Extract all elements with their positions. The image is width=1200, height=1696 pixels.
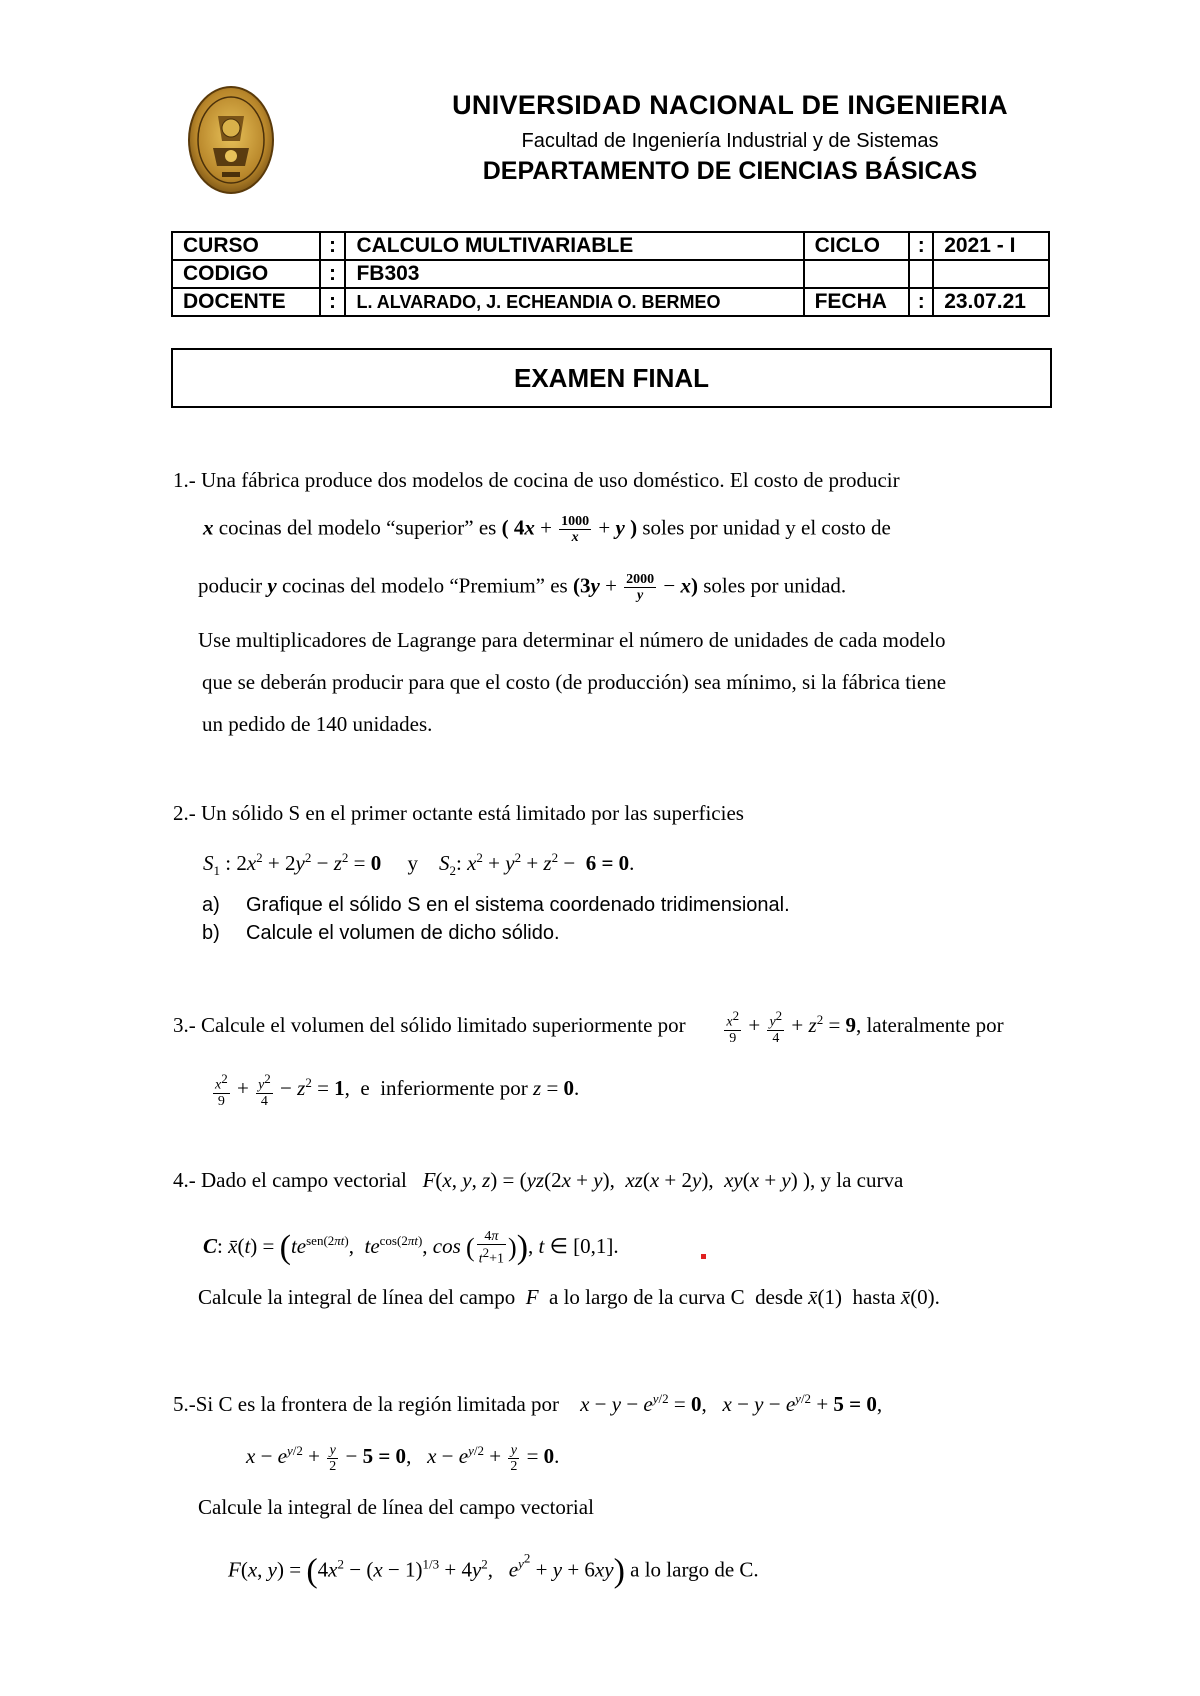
q5-line1: 5.-Si C es la frontera de la región limitada por $x - y - e^{y/2} = 0$, $x - y - e^{y/2} + 5 = 0$, [173, 1391, 883, 1416]
empty-cell [933, 260, 1049, 288]
q4-line3: Calcule la integral de línea del campo F a lo largo de la curva C desde x̄(1) hasta x̄(0). [198, 1285, 940, 1309]
q5-tail: a lo largo de C. [630, 1557, 759, 1582]
q5-line3: Calcule la integral de línea del campo vectorial [198, 1495, 594, 1519]
q2-a-text: Grafique el sólido S en el sistema coordenado tridimensional. [246, 894, 790, 916]
q4-text-2: Calcule la integral de línea del campo [198, 1285, 516, 1309]
ciclo-label: CICLO [804, 232, 910, 260]
codigo-value: FB303 [345, 260, 803, 288]
colon: : [909, 232, 933, 260]
empty-cell [804, 260, 910, 288]
q4-curve: C: x̄(t) = ($te^{sen(2\pi t)}$, $te^{cos(2\pi t)}$, cos ( $\frac{4\pi}{t^2+1}$ )), t ∈ [0,1]. [203, 1229, 619, 1268]
department-name: DEPARTAMENTO DE CIENCIAS BÁSICAS [482, 157, 978, 185]
q2-a-label: a) [202, 894, 220, 916]
q2-b-label: b) [202, 922, 220, 944]
q4-line1: 4.- Dado el campo vectorial F(x, y, z) = (yz(2x + y), xz(x + 2y), xy(x + y) ), y la curva [173, 1168, 904, 1192]
q1-line6: un pedido de 140 unidades. [202, 712, 433, 736]
course-info-table [171, 231, 1050, 317]
q5-field: F(x, $y) = (4x^2 - (x - 1)^{1/3} + 4y^2$, $e^{y^2} + y + 6xy$) a lo largo de C. [228, 1551, 759, 1590]
q2-surfaces: $S_1$ : $2x^2 + 2y^2 - z^2 = 0$ y $S_2$: $x^2 + y^2 + z^2 - 6 = 0$. [203, 850, 635, 879]
colon: : [320, 232, 346, 260]
red-mark [701, 1254, 706, 1259]
empty-cell [909, 260, 933, 288]
table-row [172, 288, 1049, 316]
university-seal-logo [188, 86, 274, 194]
q2-b-text: Calcule el volumen de dicho sólido. [246, 922, 560, 944]
university-name: UNIVERSIDAD NACIONAL DE INGENIERIA [452, 90, 1008, 120]
colon: : [320, 288, 346, 316]
colon: : [909, 288, 933, 316]
fecha-value: 23.07.21 [933, 288, 1049, 316]
table-row [172, 260, 1049, 288]
curso-value: CALCULO MULTIVARIABLE [345, 232, 803, 260]
q3-text: 3.- Calcule el volumen del sólido limitado superiormente por [173, 1013, 686, 1037]
docente-value: L. ALVARADO, J. ECHEANDIA O. BERMEO [345, 288, 803, 316]
q1-line3: poducir y cocinas del modelo “Premium” es (3y + $\frac{2000}{y}$ − x) soles por unidad. [198, 572, 847, 603]
q4-text: 4.- Dado el campo vectorial [173, 1168, 407, 1192]
q5-text: 5.-Si C es la frontera de la región limitada por [173, 1392, 560, 1416]
q3-line1: 3.- Calcule el volumen del sólido limitado superiormente por $\frac{x^2}{9}$ + $\frac{y^2}{4}$ + $z^2 = 9$, lateralmente por [173, 1008, 1004, 1047]
codigo-label: CODIGO [172, 260, 320, 288]
exam-title: EXAMEN FINAL [514, 363, 709, 393]
ciclo-value: 2021 - I [933, 232, 1049, 260]
q1-line4: Use multiplicadores de Lagrange para determinar el número de unidades de cada modelo [198, 628, 946, 652]
faculty-name: Facultad de Ingeniería Industrial y de Sistemas [521, 130, 939, 152]
q2-item-a [202, 894, 790, 917]
exam-title-box [171, 348, 1052, 408]
q1-line5: que se deberán producir para que el costo (de producción) sea mínimo, si la fábrica tiene [202, 670, 947, 694]
q2-line1: 2.- Un sólido S en el primer octante está limitado por las superficies [173, 801, 744, 825]
q3-line2: $\frac{x^2}{9}$ + $\frac{y^2}{4}$ − $z^2 = 1$, e inferiormente por z = 0. [215, 1071, 580, 1110]
table-row [172, 232, 1049, 260]
colon: : [320, 260, 346, 288]
docente-label: DOCENTE [172, 288, 320, 316]
fecha-label: FECHA [804, 288, 910, 316]
q2-item-b [202, 922, 560, 945]
q5-line2: $x - e^{y/2}$ + $\frac{y}{2}$ − 5 = 0, $x - e^{y/2}$ + $\frac{y}{2}$ = 0. [246, 1442, 560, 1474]
q1-line2: x cocinas del modelo “superior” es ( 4x + $\frac{1000}{x}$ + y ) soles por unidad y el costo de [203, 514, 891, 545]
curso-label: CURSO [172, 232, 320, 260]
q1-line1: 1.- Una fábrica produce dos modelos de cocina de uso doméstico. El costo de producir [173, 468, 900, 492]
